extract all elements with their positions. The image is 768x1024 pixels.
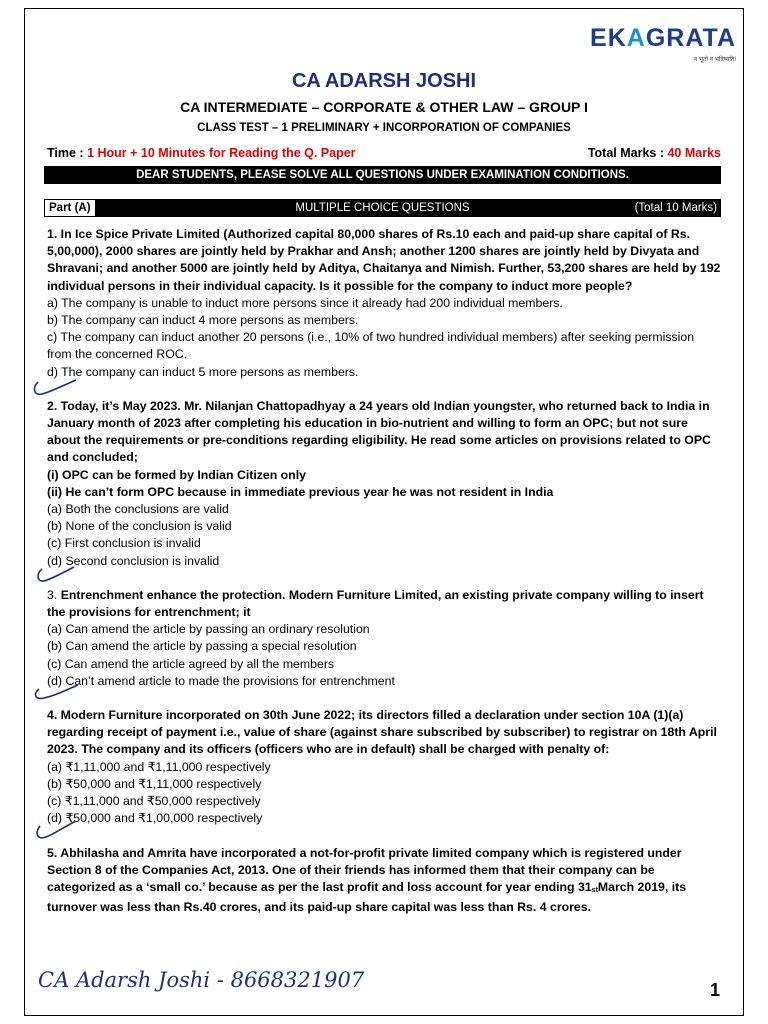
answer-tick-mark-q1 xyxy=(32,378,82,400)
option-c: c) The company can induct another 20 persons (i.e., 10% of two hundred individual members) after seeking permission from the concerned ROC. xyxy=(47,330,695,362)
option-c: (c) First conclusion is invalid xyxy=(47,536,201,551)
part-title: MULTIPLE CHOICE QUESTIONS xyxy=(295,202,470,214)
question-2 xyxy=(47,398,721,570)
question-number: 3. xyxy=(47,587,58,602)
part-header-bar xyxy=(44,199,721,217)
question-stem: 1. In Ice Spice Private Limited (Authorized capital 80,000 shares of Rs.10 each and paid-up share capital of Rs. 5,00,000), 2000 shares are jointly held by Prakhar and Ansh; another 1200 shares are jointly held by Divyata and Shravani; and another 5000 are jointly held by Aditya, Chaitanya and Nimish. Further, 53,200 shares are held by 192 individual persons in their individual capacity. Is it possible for the company to induct more people? xyxy=(47,227,721,293)
option-c: (c) ₹1,11,000 and ₹50,000 respectively xyxy=(47,794,261,809)
question-stem xyxy=(47,587,721,621)
question-1 xyxy=(47,226,721,381)
logo-wordmark: EKAGRATA xyxy=(590,24,736,52)
stem-part-b: March 2019, its turnover was less than Rs.40 crores, and its paid-up share capital was less than Rs. 4 crores. xyxy=(47,879,687,915)
option-b: (b) ₹50,000 and ₹1,11,000 respectively xyxy=(47,776,262,791)
time-marks-line xyxy=(47,146,721,160)
time-value: 1 Hour + 10 Minutes for Reading the Q. Paper xyxy=(87,146,356,160)
question-4 xyxy=(47,707,721,827)
option-d: (d) Second conclusion is invalid xyxy=(47,553,220,568)
option-b: (b) None of the conclusion is valid xyxy=(47,519,232,534)
question-stem: 2. Today, it’s May 2023. Mr. Nilanjan Chattopadhyay a 24 years old Indian youngster, who returned back to India in January month of 2023 after completing his education in bio-nutrient and willing to form an OPC; but not sure about the requirements or pre-conditions regarding eligibility. He read some articles on provisions related to OPC and concluded; xyxy=(47,398,711,465)
questions-list xyxy=(47,226,721,933)
marks-label: Total Marks : xyxy=(587,146,664,160)
option-a: (a) Can amend the article by passing an ordinary resolution xyxy=(47,622,370,637)
option-d: d) The company can induct 5 more persons as members. xyxy=(47,364,359,379)
question-stem: 4. Modern Furniture incorporated on 30th June 2022; its directors filled a declaration under section 10A (1)(a) regarding receipt of payment i.e., value of share (against share subscribed by subscriber) to registrar on 18th April 2023. The company and its officers (officers who are in default) shall be charged with penalty of: xyxy=(47,708,717,757)
page-number: 1 xyxy=(709,980,720,1000)
option-d: (d) Can’t amend article to made the provisions for entrenchment xyxy=(47,673,395,688)
question-stem xyxy=(47,845,721,917)
conclusion-ii: (ii) He can’t form OPC because in immediate previous year he was not resident in India xyxy=(47,484,554,499)
part-marks: (Total 10 Marks) xyxy=(634,202,717,214)
question-text: Entrenchment enhance the protection. Modern Furniture Limited, an existing private company willing to insert the provisions for entrenchment; it xyxy=(47,587,704,620)
answer-tick-mark-q4 xyxy=(34,820,80,844)
option-b: b) The company can induct 4 more persons as members. xyxy=(47,313,359,328)
option-a: (a) ₹1,11,000 and ₹1,11,000 respectively xyxy=(47,759,271,774)
time-label: Time : xyxy=(47,146,84,160)
question-5 xyxy=(47,845,721,917)
option-a: (a) Both the conclusions are valid xyxy=(47,502,229,517)
part-label: Part (A) xyxy=(44,199,96,217)
instructions-banner: DEAR STUDENTS, PLEASE SOLVE ALL QUESTIONS UNDER EXAMINATION CONDITIONS. xyxy=(44,166,721,184)
stem-part-a: 5. Abhilasha and Amrita have incorporated a not-for-profit private limited company which is registered under Section 8 of the Companies Act, 2013. One of their friends has informed them that their company can be categorized as a ‘small co.’ because as per the last profit and loss account for year ending 31 xyxy=(47,845,682,894)
answer-tick-mark-q2 xyxy=(34,566,78,588)
question-3 xyxy=(47,587,721,690)
total-marks xyxy=(588,146,721,160)
page-title: CA ADARSH JOSHI xyxy=(291,70,477,92)
ekagrata-logo xyxy=(590,26,736,63)
answer-tick-mark-q3 xyxy=(32,684,82,704)
conclusion-i: (i) OPC can be formed by Indian Citizen only xyxy=(47,467,306,482)
course-subtitle: CA INTERMEDIATE – CORPORATE & OTHER LAW – GROUP I xyxy=(180,99,588,115)
option-a: a) The company is unable to induct more persons since it already had 200 individual members. xyxy=(47,295,563,310)
logo-tagline: न भूतो न भविष्यति! xyxy=(693,57,736,63)
option-d: (d) ₹50,000 and ₹1,00,000 respectively xyxy=(47,811,263,826)
test-subtitle: CLASS TEST – 1 PRELIMINARY + INCORPORATION OF COMPANIES xyxy=(197,122,571,134)
ordinal-suffix: st xyxy=(591,886,598,894)
option-c: (c) Can amend the article agreed by all the members xyxy=(47,656,335,671)
marks-value: 40 Marks xyxy=(667,146,721,160)
option-b: (b) Can amend the article by passing a special resolution xyxy=(47,639,357,654)
author-signature: CA Adarsh Joshi - 8668321907 xyxy=(38,968,365,992)
